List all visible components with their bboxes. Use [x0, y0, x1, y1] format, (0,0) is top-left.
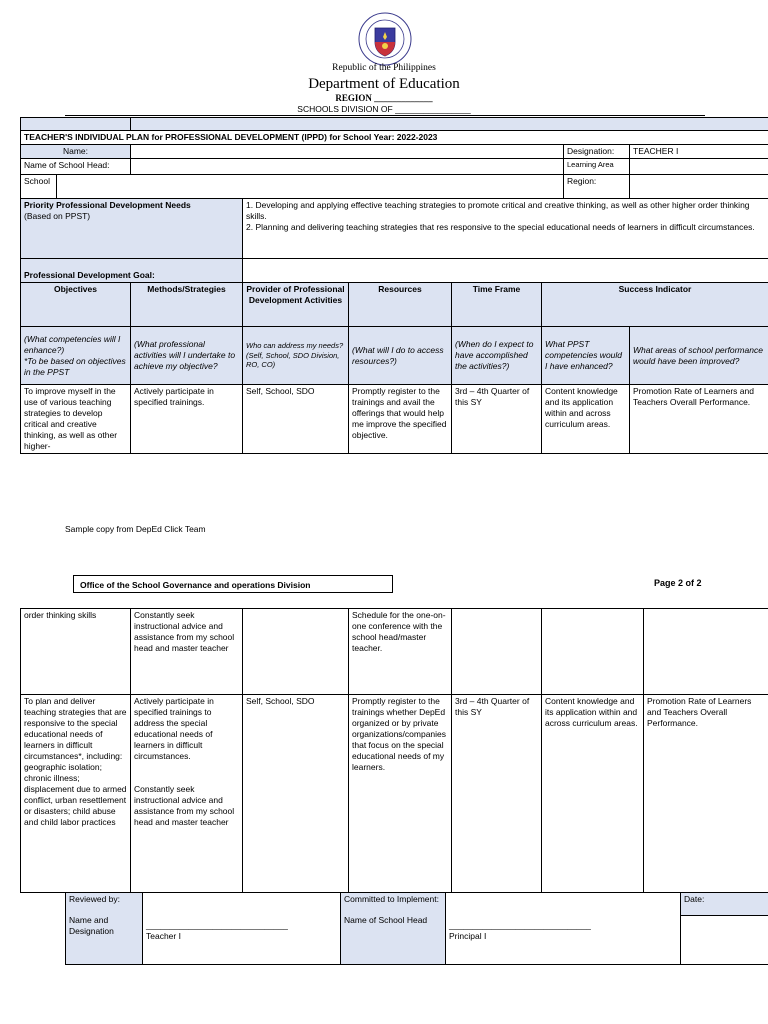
- table-row: [21, 609, 768, 695]
- office-box: Office of the School Governance and operations Division: [73, 575, 393, 593]
- priority-needs-cell: [21, 199, 243, 259]
- name-field[interactable]: [131, 145, 564, 159]
- p2-r2-resources: Promptly register to the trainings whether DepEd organized or by private organizations/companies that focus on the special educational needs of my learners.: [349, 695, 452, 893]
- page-label: Page 2 of 2: [654, 578, 702, 588]
- p2-r1-objective: order thinking skills: [21, 609, 131, 695]
- p2-r2-objective: To plan and deliver teaching strategies that are responsive to the special educational needs of learners in difficult circumstances*, including: geographic isolation; chronic illness; displacement due to armed conflict, urban resettlement or disasters; child abuse and child labor practices: [21, 695, 131, 893]
- school-head-label: Name of School Head:: [21, 159, 131, 175]
- reviewed-by-label: Reviewed by:: [69, 894, 121, 904]
- guide-success-school: What areas of school performance would have been improved?: [630, 327, 768, 385]
- p2-r2-provider: Self, School, SDO: [243, 695, 349, 893]
- p2-r2-success-school: Promotion Rate of Learners and Teachers Overall Performance.: [644, 695, 768, 893]
- school-head-name-label: Name of School Head: [344, 915, 428, 925]
- priority-needs-text: 1. Developing and applying effective teaching strategies to promote critical and creative thinking, as well as other higher order thinking skills. 2. Planning and delivering teaching strategies that res responsive to the special educational needs of learners in difficult circumstances.: [243, 199, 768, 259]
- guide-resources: (What will I do to access resources?): [349, 327, 452, 385]
- p2-r1-methods: Constantly seek instructional advice and assistance from my school head and master teacher: [131, 609, 243, 695]
- teacher-sign-line: ______________________________: [146, 920, 288, 930]
- guide-time-frame: (When do I expect to have accomplished the activities?): [452, 327, 542, 385]
- col-methods: Methods/Strategies: [131, 283, 243, 327]
- p2-r1-success-school: [644, 609, 768, 695]
- region-field[interactable]: [630, 175, 768, 199]
- header-rule: [65, 115, 705, 116]
- principal-sign-line: ______________________________: [449, 920, 591, 930]
- table-row: [21, 695, 768, 893]
- date-label: Date:: [681, 893, 768, 916]
- deped-seal: [358, 12, 412, 66]
- division-line: SCHOOLS DIVISION OF ________________: [297, 104, 471, 114]
- p2-r1-provider: [243, 609, 349, 695]
- principal-sign-cell[interactable]: [446, 893, 681, 965]
- p1-time-frame: 3rd – 4th Quarter of this SY: [452, 385, 542, 454]
- guide-success-ppst: What PPST competencies would I have enhanced?: [542, 327, 630, 385]
- footer-note: Sample copy from DepEd Click Team: [65, 524, 206, 534]
- teacher-label: Teacher I: [146, 931, 181, 941]
- department-title: Department of Education: [308, 76, 460, 92]
- designation-label: Designation:: [564, 145, 630, 159]
- p1-success-ppst: Content knowledge and its application within and across curriculum areas.: [542, 385, 630, 454]
- guide-methods: (What professional activities will I undertake to achieve my objective?: [131, 327, 243, 385]
- p1-objective: To improve myself in the use of various teaching strategies to develop critical and creative thinking, as well as other higher-: [21, 385, 131, 454]
- region-line: REGION _____________: [335, 93, 433, 103]
- school-field[interactable]: [57, 175, 564, 199]
- goal-field[interactable]: [243, 259, 768, 283]
- learning-area-field[interactable]: [630, 159, 768, 175]
- p2-r2-methods: Actively participate in specified trainings to address the special educational needs of learners in difficult circumstances. Constantly seek instructional advice and assistance from my school head and master teacher: [131, 695, 243, 893]
- p2-r1-time-frame: [452, 609, 542, 695]
- col-provider: Provider of Professional Development Activities: [243, 283, 349, 327]
- school-label: School: [21, 175, 57, 199]
- name-label: Name:: [21, 145, 131, 159]
- col-resources: Resources: [349, 283, 452, 327]
- reviewed-cell: [66, 893, 143, 965]
- p1-success-school: Promotion Rate of Learners and Teachers Overall Performance.: [630, 385, 768, 454]
- republic-label: Republic of the Philippines: [332, 63, 436, 73]
- form-title: TEACHER'S INDIVIDUAL PLAN for PROFESSIONAL DEVELOPMENT (IPPD) for School Year: 2022-2023: [21, 131, 768, 145]
- priority-needs-sub: (Based on PPST): [24, 211, 91, 221]
- col-objectives: Objectives: [21, 283, 131, 327]
- p2-r1-success-ppst: [542, 609, 644, 695]
- p2-r2-time-frame: 3rd – 4th Quarter of this SY: [452, 695, 542, 893]
- principal-label: Principal I: [449, 931, 487, 941]
- committed-cell: [341, 893, 446, 965]
- school-head-field[interactable]: [131, 159, 564, 175]
- goal-label: Professional Development Goal:: [21, 259, 243, 283]
- p1-resources: Promptly register to the trainings and avail the offerings that would help me improve the specified objective.: [349, 385, 452, 454]
- col-time-frame: Time Frame: [452, 283, 542, 327]
- date-cell[interactable]: [681, 893, 768, 965]
- col-success-indicator: Success Indicator: [542, 283, 768, 327]
- p2-r2-success-ppst: Content knowledge and its application within and across curriculum areas.: [542, 695, 644, 893]
- ippd-table-page1: [20, 117, 768, 454]
- guide-objectives: (What competencies will I enhance?) *To be based on objectives in the PPST: [21, 327, 131, 385]
- name-designation-label: Name and Designation: [69, 915, 114, 936]
- region-label: Region:: [564, 175, 630, 199]
- learning-area-label: Learning Area: [564, 159, 630, 175]
- committed-label: Committed to Implement:: [344, 894, 439, 904]
- p1-methods: Actively participate in specified trainings.: [131, 385, 243, 454]
- priority-needs-label: Priority Professional Development Needs: [24, 200, 191, 210]
- guide-provider: Who can address my needs? (Self, School, SDO Division, RO, CO): [243, 327, 349, 385]
- teacher-sign-cell[interactable]: [143, 893, 341, 965]
- designation-value[interactable]: TEACHER I: [630, 145, 768, 159]
- signoff-table: [65, 892, 768, 965]
- ippd-table-page2: [20, 608, 768, 893]
- p2-r1-resources: Schedule for the one-on-one conference with the school head/master teacher.: [349, 609, 452, 695]
- p1-provider: Self, School, SDO: [243, 385, 349, 454]
